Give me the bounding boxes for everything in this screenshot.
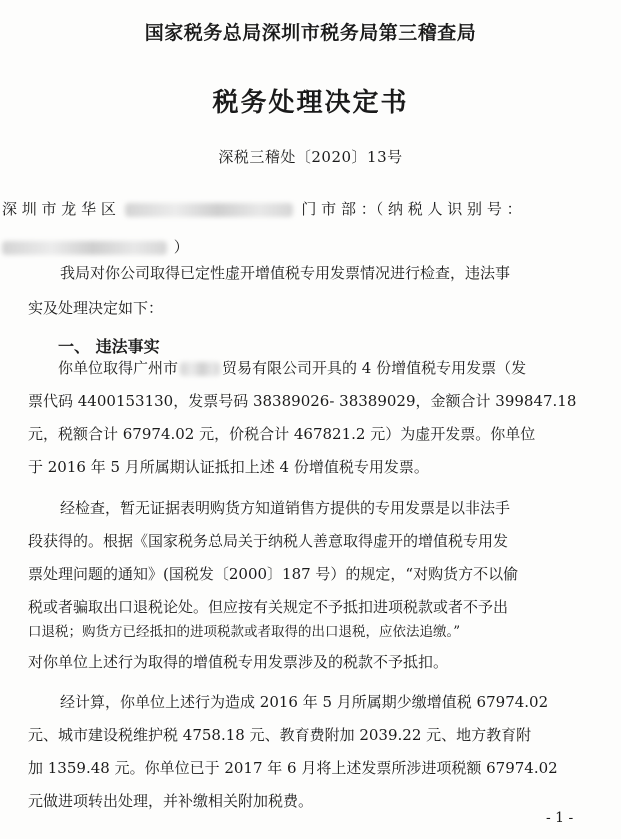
page-number: - 1 - (546, 810, 574, 826)
paragraph3-line-1: 经计算，你单位上述行为造成 2016 年 5 月所属期少缴增值税 67974.02 (60, 693, 549, 711)
document-number: 深税三稽处〔2020〕13号 (218, 148, 403, 166)
issuing-agency: 国家税务总局深圳市税务局第三稽查局 (144, 22, 477, 44)
addressee-close: ） (173, 238, 189, 256)
redacted-taxpayer-id (2, 241, 167, 255)
intro-line-2: 实及处理决定如下： (28, 299, 164, 317)
paragraph2-line-2: 段获得的。根据《国家税务总局关于纳税人善意取得虚开的增值税专用发 (28, 532, 509, 550)
p1-text-a: 你单位取得广州市 (58, 359, 179, 377)
paragraph3-line-3: 加 1359.48 元。你单位已于 2017 年 6 月将上述发票所涉进项税额 67974.02 (28, 759, 558, 777)
paragraph1-line-2: 票代码 4400153130，发票号码 38389026- 38389029，金额合计 399847.18 (28, 392, 577, 410)
section-heading-violation-facts: 一、 违法事实 (58, 337, 160, 356)
paragraph1-line-4: 于 2016 年 5 月所属期认证抵扣上述 4 份增值税专用发票。 (28, 458, 429, 476)
p1-text-b: 贸易有限公司开具的 4 份增值税专用发票（发 (222, 359, 527, 377)
paragraph2-line-1: 经检查，暂无证据表明购货方知道销售方提供的专用发票是以非法手 (60, 499, 511, 517)
paragraph3-line-2: 元、城市建设税维护税 4758.18 元、教育费附加 2039.22 元、地方教育附 (28, 726, 532, 744)
addressee-line-1 (2, 198, 614, 220)
redacted-company-name (180, 362, 220, 376)
redacted-name-block (125, 203, 293, 217)
paragraph2-line-3: 票处理问题的通知》(国税发〔2000〕187 号）的规定，“对购货方不以偷 (28, 565, 519, 583)
intro-line-1: 我局对你公司取得已定性虚开增值税专用发票情况进行检查，违法事 (60, 264, 511, 282)
paragraph1-line-1 (58, 357, 526, 379)
paragraph2-line-4: 税或者骗取出口退税论处。但应按有关规定不予抵扣进项税款或者不予出 (28, 598, 509, 616)
addressee-suffix: 门 市 部 ：（ 纳 税 人 识 别 号 ： (301, 200, 522, 218)
document-title: 税务处理决定书 (212, 88, 409, 118)
paragraph1-line-3: 元，税额合计 67974.02 元，价税合计 467821.2 元）为虚开发票。你单位 (28, 425, 536, 443)
addressee-line-2 (2, 236, 189, 258)
paragraph2-line-6: 对你单位上述行为取得的增值税专用发票涉及的税款不予抵扣。 (28, 653, 449, 671)
addressee-prefix: 深 圳 市 龙 华 区 (2, 200, 116, 218)
paragraph3-line-4: 元做进项转出处理，并补缴相关附加税费。 (28, 792, 314, 810)
paragraph2-line-5: 口退税；购货方已经抵扣的进项税款或者取得的出口退税，应依法追缴。” (28, 624, 461, 640)
